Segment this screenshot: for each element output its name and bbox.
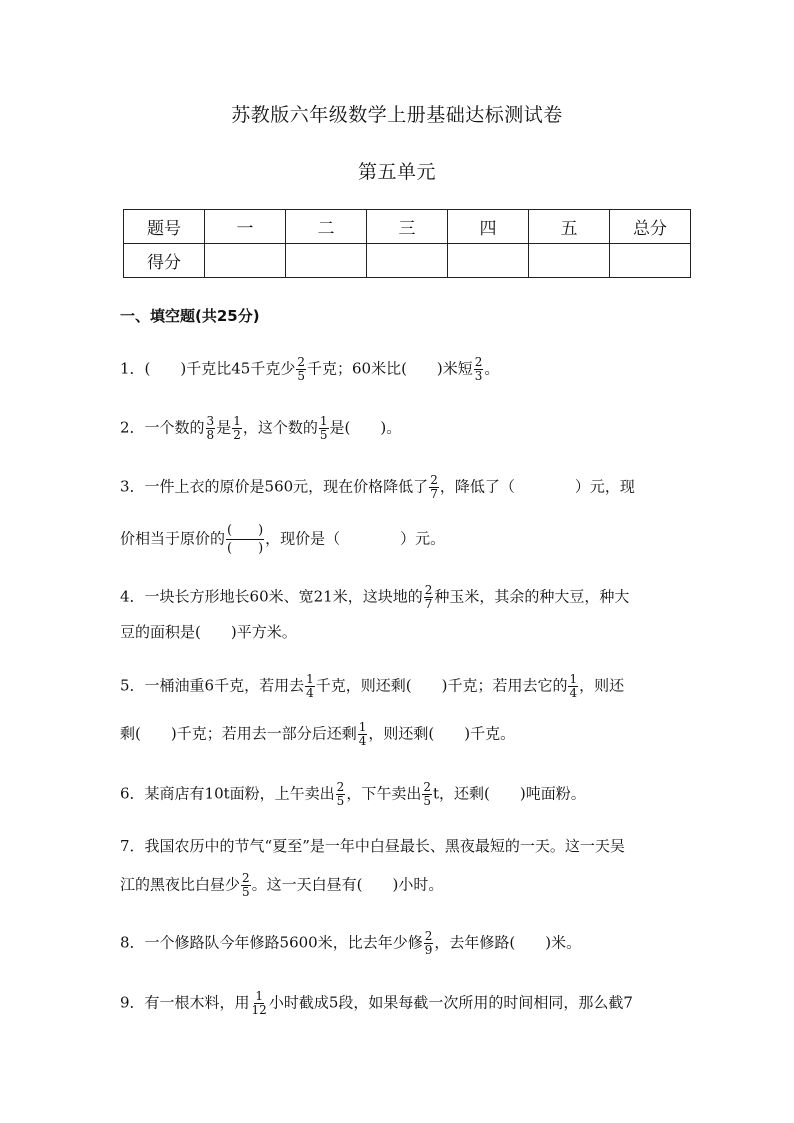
question-4-line-1 xyxy=(120,584,629,611)
question-text: ，下午卖出 xyxy=(346,784,422,803)
question-text: 价相当于原价的 xyxy=(120,529,226,548)
question-text: 3．一件上衣的原价是560元，现在价格降低了 xyxy=(120,477,429,496)
fraction xyxy=(319,415,329,442)
fraction xyxy=(568,673,578,700)
fraction xyxy=(422,781,432,808)
fraction-denominator: 7 xyxy=(430,487,438,501)
score-header-cell: 三 xyxy=(367,210,448,244)
question-text: ，则还 xyxy=(579,676,625,695)
fraction-denominator: 2 xyxy=(233,428,241,442)
question-9 xyxy=(120,990,633,1017)
score-header-cell: 题号 xyxy=(124,210,205,244)
fraction xyxy=(305,673,315,700)
fraction-denominator: 4 xyxy=(569,686,578,700)
fraction-denominator: 12 xyxy=(251,1003,267,1017)
fraction-numerator: ( ) xyxy=(227,523,264,538)
score-table xyxy=(123,209,691,278)
fraction xyxy=(429,474,439,501)
question-text: 6．某商店有10t面粉，上午卖出 xyxy=(120,784,335,803)
score-cell[interactable] xyxy=(286,244,367,278)
fraction xyxy=(424,930,434,957)
score-cell[interactable] xyxy=(610,244,691,278)
question-text: 4．一块长方形地长60米、宽21米，这块地的 xyxy=(120,587,423,606)
question-text: 种玉米，其余的种大豆，种大 xyxy=(434,587,630,606)
question-text: 千克；60米比( )米短 xyxy=(306,359,473,378)
question-3-line-1 xyxy=(120,474,635,501)
fraction-denominator: 5 xyxy=(423,794,431,808)
fraction-numerator: 1 xyxy=(569,672,578,686)
fraction-numerator: 1 xyxy=(233,414,241,428)
fraction-denominator: 4 xyxy=(306,686,314,700)
fraction xyxy=(296,356,306,383)
fraction-denominator: 4 xyxy=(358,734,367,748)
fraction xyxy=(424,584,434,611)
fraction-numerator: 2 xyxy=(424,583,433,597)
page-subtitle: 第五单元 xyxy=(357,161,436,183)
question-text: 。这一天白昼有( )小时。 xyxy=(251,875,444,894)
blank-fraction[interactable] xyxy=(226,522,264,557)
question-6 xyxy=(120,781,586,808)
fraction xyxy=(336,781,346,808)
fraction-denominator: 5 xyxy=(319,428,328,442)
score-cell[interactable] xyxy=(448,244,529,278)
question-text: 。 xyxy=(484,359,500,378)
question-5-line-1 xyxy=(120,673,624,700)
question-7-line-1 xyxy=(120,834,625,858)
question-1 xyxy=(120,356,499,383)
question-text: 9．有一根木料，用 xyxy=(120,993,250,1012)
question-text: 7．我国农历中的节气“夏至”是一年中白昼最长、黑夜最短的一天。这一天吴 xyxy=(120,837,625,855)
fraction-denominator: 8 xyxy=(206,428,215,442)
question-text: ，去年修路( )米。 xyxy=(434,933,582,952)
fraction-numerator: 1 xyxy=(306,672,314,686)
question-text: ，现价是（ ）元。 xyxy=(265,529,446,548)
fraction-denominator: 9 xyxy=(424,943,433,957)
fraction xyxy=(241,872,251,899)
question-text: 2．一个数的 xyxy=(120,418,205,437)
question-text: ，这个数的 xyxy=(242,418,318,437)
fraction-numerator: 2 xyxy=(424,929,433,943)
question-8 xyxy=(120,930,581,957)
fraction-denominator: ( ) xyxy=(227,541,264,556)
score-header-cell: 四 xyxy=(448,210,529,244)
question-text: 小时截成5段，如果每截一次所用的时间相同，那么截7 xyxy=(268,993,633,1012)
question-7-line-2 xyxy=(120,872,443,899)
score-cell[interactable] xyxy=(205,244,286,278)
question-text: t，还剩( )吨面粉。 xyxy=(432,784,586,803)
question-text: ，降低了（ ）元，现 xyxy=(439,477,635,496)
fraction-numerator: 2 xyxy=(474,355,483,369)
fraction-numerator: 1 xyxy=(255,989,263,1003)
fraction-denominator: 5 xyxy=(297,369,305,383)
section-heading: 一、填空题(共25分) xyxy=(120,307,260,325)
fraction-numerator: 2 xyxy=(336,780,345,794)
question-text: 豆的面积是( )平方米。 xyxy=(120,623,297,641)
question-text: 江的黑夜比白昼少 xyxy=(120,875,241,894)
question-text: 是 xyxy=(216,418,232,437)
fraction-numerator: 2 xyxy=(242,871,250,885)
question-text: 5．一桶油重6千克，若用去 xyxy=(120,676,305,695)
fraction xyxy=(358,721,368,748)
score-cell[interactable] xyxy=(367,244,448,278)
question-4-line-2 xyxy=(120,620,297,644)
fraction-numerator: 2 xyxy=(297,355,305,369)
fraction xyxy=(232,415,242,442)
question-text: 千克，则还剩( )千克；若用去它的 xyxy=(315,676,568,695)
score-cell[interactable] xyxy=(529,244,610,278)
fraction-numerator: 2 xyxy=(423,780,431,794)
question-5-line-2 xyxy=(120,721,515,748)
question-text: ，则还剩( )千克。 xyxy=(368,724,516,743)
score-header-cell: 一 xyxy=(205,210,286,244)
score-header-cell: 二 xyxy=(286,210,367,244)
page-title: 苏教版六年级数学上册基础达标测试卷 xyxy=(231,104,563,126)
fraction-numerator: 3 xyxy=(206,414,215,428)
fraction-numerator: 2 xyxy=(430,473,438,487)
score-header-cell: 五 xyxy=(529,210,610,244)
question-3-line-2 xyxy=(120,522,445,557)
question-text: 是( )。 xyxy=(329,418,402,437)
fraction-numerator: 1 xyxy=(358,720,367,734)
fraction-denominator: 7 xyxy=(424,597,433,611)
fraction-denominator: 5 xyxy=(336,794,345,808)
question-2 xyxy=(120,415,401,442)
fraction xyxy=(206,415,216,442)
question-text: 剩( )千克；若用去一部分后还剩 xyxy=(120,724,357,743)
fraction xyxy=(474,356,484,383)
score-table-header-row xyxy=(124,210,691,244)
fraction-denominator: 5 xyxy=(242,885,250,899)
fraction-denominator: 3 xyxy=(474,369,483,383)
score-header-cell: 总分 xyxy=(610,210,691,244)
score-row-label: 得分 xyxy=(124,244,205,278)
fraction xyxy=(251,990,268,1017)
question-text: 1．( )千克比45千克少 xyxy=(120,359,296,378)
fraction-numerator: 1 xyxy=(319,414,328,428)
question-text: 8．一个修路队今年修路5600米，比去年少修 xyxy=(120,933,423,952)
score-table-score-row xyxy=(124,244,691,278)
